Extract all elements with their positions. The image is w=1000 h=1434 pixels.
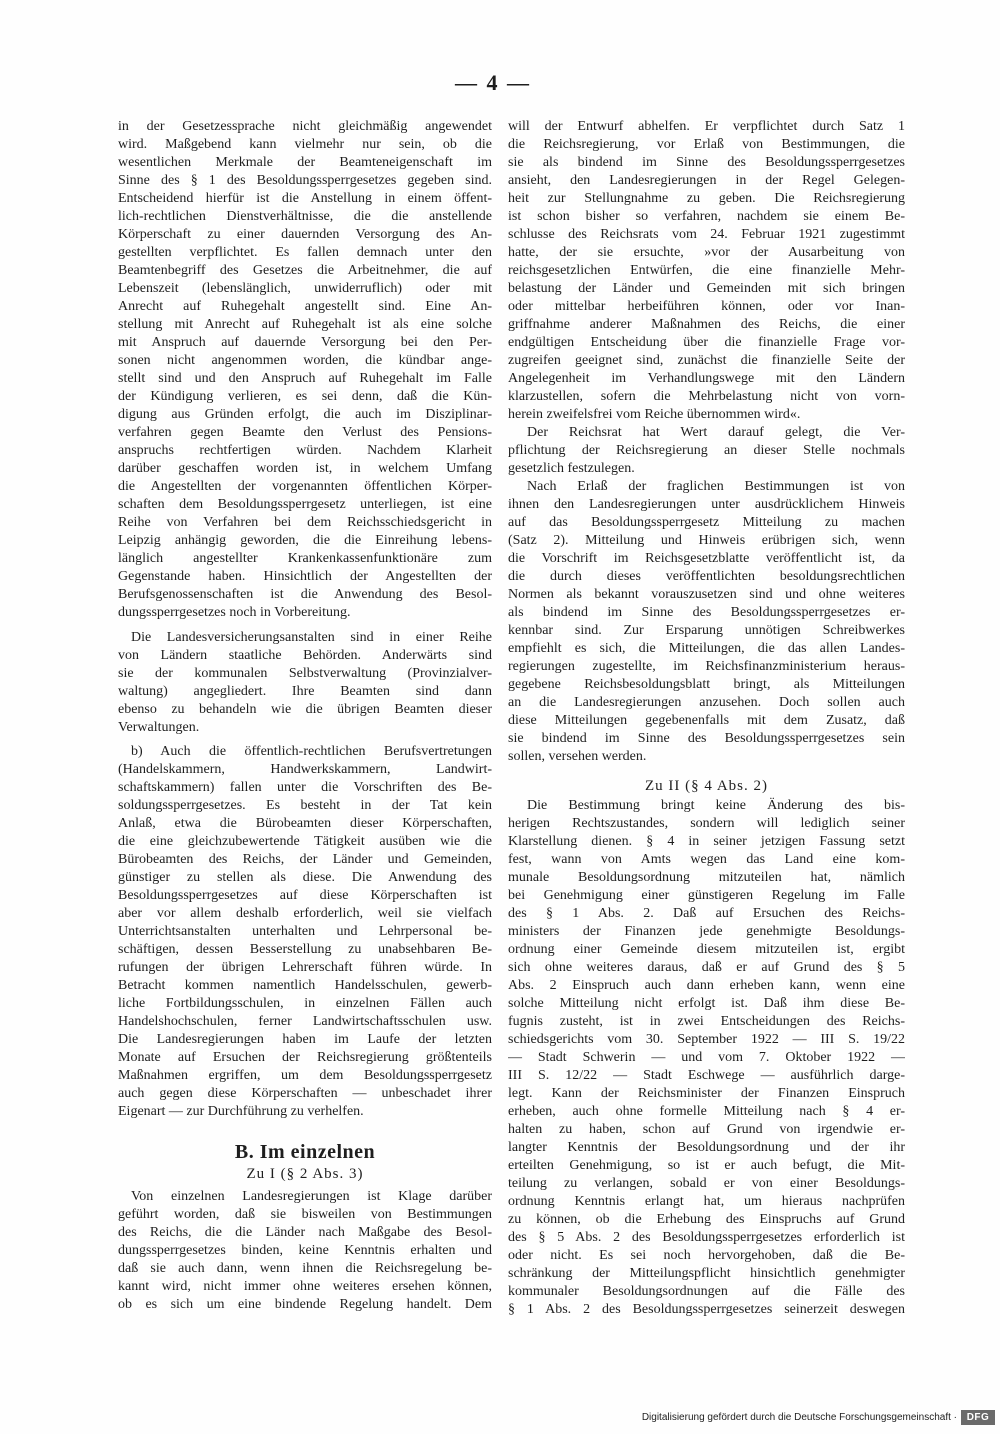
digitization-credit: Digitalisierung gefördert durch die Deutsche Forschungsgemeinschaft ·: [641, 1412, 957, 1423]
text-line: auf das Besoldungssperrgesetz Mitteilung zu machen: [508, 515, 905, 530]
text-line: als bindend im Sinne des Besoldungssperrgesetzes er-: [508, 605, 905, 620]
text-line: regierungen zugestellte, im Reichsfinanzministerium heraus-: [508, 659, 905, 674]
text-line: digung aus Gründen erfolgt, die auch im Disziplinar-: [118, 407, 492, 422]
text-line: Eigenart — zur Durchführung zu verhelfen.: [118, 1104, 364, 1119]
text-line: Der Reichsrat hat Wert darauf gelegt, die Ver-: [527, 425, 905, 440]
text-line: reichsgesetzlichen Entwürfen, die eine finanzielle Mehr-: [508, 263, 905, 278]
text-line: ordnung Kenntnis erlangt hat, um hieraus nachprüfen: [508, 1194, 905, 1209]
text-line: Monate auf Ersuchen der Reichsregierung größtenteils: [118, 1050, 492, 1065]
text-line: langter Kenntnis der Besoldungsordnung und der ihr: [508, 1140, 905, 1155]
text-line: Von einzelnen Landesregierungen ist Klage darüber: [131, 1189, 492, 1204]
text-line: stellung mit Anrecht auf Ruhegehalt ist als eine solche: [118, 317, 492, 332]
text-line: bei Genehmigung einer günstigeren Regelung im Falle: [508, 888, 905, 903]
text-line: sie als bindend im Sinne des Besoldungssperrgesetzes: [508, 155, 905, 170]
text-line: griffnahme anderer Maßnahmen des Reichs, die einer: [508, 317, 905, 332]
text-line: rufungen der übrigen Lehrerschaft führen würde. In: [118, 960, 492, 975]
text-line: lich-rechtlichen Dienstverhältnisse, die die anstellende: [118, 209, 492, 224]
text-line: Die Bestimmung bringt keine Änderung des bis-: [527, 798, 905, 813]
text-line: ordnung einer Gemeinde diesem mitzuteilen ist, ergibt: [508, 942, 905, 957]
text-line: ansieht, den Landesregierungen in der Regel Gelegen-: [508, 173, 905, 188]
text-line: ebenso zu behandeln wie die übrigen Beamten dieser: [118, 702, 492, 717]
text-line: an die Landesregierungen anzusehen. Doch sollen auch: [508, 695, 905, 710]
text-line: in der Gesetzessprache nicht gleichmäßig angewendet: [118, 119, 492, 134]
paragraph: [508, 797, 905, 1319]
text-line: des § 5 Abs. 2 des Besoldungssperrgesetzes erforderlich ist: [508, 1230, 905, 1245]
paragraph: [508, 424, 905, 478]
text-line: geführt worden, daß sie bisweilen von Bestimmungen: [118, 1207, 492, 1222]
dfg-logo: DFG: [961, 1410, 995, 1425]
left-column: [118, 118, 492, 1314]
text-line: zugreifen geeignet sind, zunächst die finanzielle Seite der: [508, 353, 905, 368]
text-line: pflichtung der Reichsregierung an dieser Stelle nochmals: [508, 443, 905, 458]
text-line: schaftskammern) fallen unter die Vorschriften des Be-: [118, 780, 492, 795]
text-line: Sinne des § 1 des Besoldungssperrgesetzes gegeben sind.: [118, 173, 492, 188]
text-line: (Handelskammern, Handwerkskammern, Landwirt-: [118, 762, 492, 777]
text-line: empfiehlt es sich, die Mitteilungen, die das allen Landes-: [508, 641, 905, 656]
subsection-heading: Zu I (§ 2 Abs. 3): [246, 1166, 364, 1182]
text-line: verfahren gegen Beamte den Verlust des Pensions-: [118, 425, 492, 440]
text-line: Anlaß, etwa die Bürobeamten dieser Körperschaften,: [118, 816, 492, 831]
text-line: gesetzlich festzulegen.: [508, 461, 635, 476]
right-column: [508, 118, 905, 1319]
text-line: darüber geschaffen worden ist, in welchem Umfang: [118, 461, 492, 476]
text-line: der Kündigung verlieren, es sei denn, daß die Kün-: [118, 389, 492, 404]
text-line: klarzustellen, sofern die Mehrbelastung nicht von vorn-: [508, 389, 905, 404]
text-line: hatte, der sie ersuchte, »vor der Ausarbeitung von: [508, 245, 905, 260]
text-line: des § 1 Abs. 2. Daß auf Ersuchen des Reichs-: [508, 906, 905, 921]
text-line: — Stadt Schwerin — und vom 7. Oktober 1922 —: [508, 1050, 905, 1065]
text-line: sie bindend im Sinne des Besoldungssperrgesetzes sein: [508, 731, 905, 746]
text-line: (Satz 2). Mitteilung und Hinweis erübrigen sich, wenn: [508, 533, 905, 548]
text-line: soldungssperrgesetzes. Es besteht in der Tat kein: [118, 798, 492, 813]
text-line: Abs. 2 Einspruch auch dann erheben kann, wenn eine: [508, 978, 905, 993]
text-line: oder mittelbar herbeiführen können, oder vor Inan-: [508, 299, 905, 314]
text-line: b) Auch die öffentlich-rechtlichen Berufsvertretungen: [131, 744, 492, 759]
text-line: gestellten verpflichtet. Es fallen demnach unter den: [118, 245, 492, 260]
text-line: Klarstellung dienen. § 4 in seiner jetzigen Fassung setzt: [508, 834, 905, 849]
text-line: Bürobeamten des Reichs, der Länder und Gemeinden,: [118, 852, 492, 867]
text-line: dungssperrgesetzes noch in Vorbereitung.: [118, 605, 351, 620]
text-line: munale Besoldungsordnung mitzuteilen hat, nämlich: [508, 870, 905, 885]
text-line: auch gegen diese Körperschaften — unbeschadet ihrer: [118, 1086, 492, 1101]
text-line: Angelegenheit im Verhandlungswege mit den Ländern: [508, 371, 905, 386]
text-line: die eine gleichzubewertende Tätigkeit ausüben wie die: [118, 834, 492, 849]
text-line: fest, wann von Amts wegen das Land eine kom-: [508, 852, 905, 867]
page-number: — 4 —: [455, 70, 531, 95]
text-line: des Reichs, die die Länder nach Maßgabe des Besol-: [118, 1225, 492, 1240]
text-line: fugnis zusteht, ist in zwei Entscheidungen des Reichs-: [508, 1014, 905, 1029]
text-line: III S. 12/22 — Stadt Eschwege — ausführlich darge-: [508, 1068, 905, 1083]
text-line: ministers der Finanzen jede genehmigte Besoldungs-: [508, 924, 905, 939]
text-line: legt. Kann der Reichsminister der Finanzen Einspruch: [508, 1086, 905, 1101]
text-line: Beamtenbegriff des Gesetzes die Arbeitnehmer, die auf: [118, 263, 492, 278]
text-line: diese Mitteilungen gegebenenfalls mit dem Zusatz, daß: [508, 713, 905, 728]
text-line: liche Fortbildungsschulen, in einzelnen Fällen auch: [118, 996, 492, 1011]
text-line: ob es sich um eine bindende Regelung handelt. Dem: [118, 1297, 492, 1312]
text-line: Besoldungssperrgesetzes auf diese Körperschaften ist: [118, 888, 492, 903]
text-line: Nach Erlaß der fraglichen Bestimmungen ist von: [527, 479, 905, 494]
text-line: ihnen den Landesregierungen unter ausdrücklichem Hinweis: [508, 497, 905, 512]
text-line: sonen nicht angenommen worden, die kündbar ange-: [118, 353, 492, 368]
text-line: schiedsgerichts vom 30. September 1922 — III S. 19/22: [508, 1032, 905, 1047]
text-line: teilung zu verlangen, sobald er von einer Besoldungs-: [508, 1176, 905, 1191]
text-line: schränkung der Mitteilungspflicht hinsichtlich genehmigter: [508, 1266, 905, 1281]
text-line: dungssperrgesetzes binden, keine Kenntnis erhalten und: [118, 1243, 492, 1258]
text-line: erheben, auch ohne formelle Mitteilung nach § 4 er-: [508, 1104, 905, 1119]
text-line: die durch dieses veröffentlichten besoldungsrechtlichen: [508, 569, 905, 584]
text-line: die Vorschrift im Reichsgesetzblatte veröffentlicht ist, da: [508, 551, 905, 566]
text-line: belastung der Länder und Gemeinden mit sich bringen: [508, 281, 905, 296]
text-line: sollen, versehen werden.: [508, 749, 647, 764]
text-line: sie der kommunalen Selbstverwaltung (Provinzialver-: [118, 666, 492, 681]
text-line: Unterrichtsanstalten unterhalten und Lehrpersonal be-: [118, 924, 492, 939]
text-line: Reihe von Verfahren bei dem Reichsschiedsgericht in: [118, 515, 492, 530]
text-line: die Angestellten der vorgenannten öffentlichen Körper-: [118, 479, 492, 494]
text-line: die Reichsregierung, vor Erlaß von Bestimmungen, die: [508, 137, 905, 152]
text-line: Verwaltungen.: [118, 720, 200, 735]
text-line: will der Entwurf abhelfen. Er verpflichtet durch Satz 1: [508, 119, 905, 134]
text-line: herigen Rechtszustandes, sondern will lediglich seiner: [508, 816, 905, 831]
text-line: § 1 Abs. 2 des Besoldungssperrgesetzes seinerzeit deswegen: [508, 1302, 905, 1317]
paragraph: [508, 118, 905, 424]
text-line: anspruchs rechtfertigen würden. Nachdem Klarheit: [118, 443, 492, 458]
text-line: länglich angestellter Krankenkassenfunktionäre zum: [118, 551, 492, 566]
text-line: sich ohne weiteres daraus, daß er auf Grund des § 5: [508, 960, 905, 975]
paragraph: [118, 743, 492, 1121]
text-line: aber vor allem deshalb erforderlich, weil sie vielfach: [118, 906, 492, 921]
text-line: von Ländern staatliche Behörden. Anderwärts sind: [118, 648, 492, 663]
text-line: ist schon bisher so verfahren, nachdem sie einem Be-: [508, 209, 905, 224]
text-line: wesentlichen Merkmale der Beamteneigenschaft im: [118, 155, 492, 170]
text-line: schäftigen, dessen Besserstellung zu unabsehbaren Be-: [118, 942, 492, 957]
text-line: erteilten Genehmigung, so ist er auch befugt, die Mit-: [508, 1158, 905, 1173]
text-line: solche Mitteilung nicht erfolgt ist. Daß ihm diese Be-: [508, 996, 905, 1011]
text-line: daß sie auch dann, wenn ihnen die Reichsregelung be-: [118, 1261, 492, 1276]
text-line: schaften dem Besoldungssperrgesetz unterliegen, ist eine: [118, 497, 492, 512]
text-line: endgültigen Entscheidung über die finanzielle Frage vor-: [508, 335, 905, 350]
text-line: Berufsgenossenschaften ist die Anwendung des Besol-: [118, 587, 492, 602]
paragraph: [118, 1188, 492, 1314]
text-line: halten zu haben, schon auf Grund von irgendwie er-: [508, 1122, 905, 1137]
text-line: oder nicht. Es sei noch hervorgehoben, daß die Be-: [508, 1248, 905, 1263]
text-line: kommunaler Besoldungsordnungen auf die Fälle des: [508, 1284, 905, 1299]
text-line: kennbar sind. Zur Ersparung unnötigen Schreibwerkes: [508, 623, 905, 638]
text-line: Die Landesversicherungsanstalten sind in einer Reihe: [131, 630, 492, 645]
paragraph: [118, 629, 492, 737]
text-line: herein zweifelsfrei vom Reiche übernommen wird«.: [508, 407, 801, 422]
text-line: Entscheidend hierfür ist die Anstellung in einem öffent-: [118, 191, 492, 206]
text-line: waltung) angegliedert. Ihre Beamten sind dann: [118, 684, 492, 699]
text-line: Betracht kommen namentlich Handelsschulen, gewerb-: [118, 978, 492, 993]
text-line: Maßnahmen ergriffen, um dem Besoldungssperrgesetz: [118, 1068, 492, 1083]
text-line: kannt wird, nicht immer ohne weiteres ersehen können,: [118, 1279, 492, 1294]
paragraph: [508, 478, 905, 766]
text-line: Normen als bekannt vorauszusetzen sind und ohne weiteres: [508, 587, 905, 602]
text-line: mit Anspruch auf dauernde Versorgung bei den Per-: [118, 335, 492, 350]
text-line: Gegenstande haben. Hinsichtlich der Angestellten der: [118, 569, 492, 584]
text-line: stellt sind und den Anspruch auf Ruhegehalt im Falle: [118, 371, 492, 386]
text-line: wird. Maßgebend kann vielmehr nur sein, ob die: [118, 137, 492, 152]
text-line: Körperschaft zu einer dauernden Versorgung des An-: [118, 227, 492, 242]
subsection-heading: Zu II (§ 4 Abs. 2): [645, 778, 768, 794]
text-line: zu können, ob die Erhebung des Einspruchs auf Grund: [508, 1212, 905, 1227]
paragraph: [118, 118, 492, 622]
text-line: heit zur Stellungnahme zu geben. Die Reichsregierung: [508, 191, 905, 206]
text-line: Leipzig anhängig geworden, die die Einreihung lebens-: [118, 533, 492, 548]
text-line: Anrecht auf Ruhegehalt angestellt sind. Eine An-: [118, 299, 492, 314]
text-line: Die Landesregierungen haben im Laufe der letzten: [118, 1032, 492, 1047]
text-line: gegebene Reichsbesoldungsblatt bringt, als Mitteilungen: [508, 677, 905, 692]
text-line: Lebenszeit (lebenslänglich, unwiderruflich) oder mit: [118, 281, 492, 296]
text-line: schlusse des Reichsrats vom 24. Februar 1921 zugestimmt: [508, 227, 905, 242]
text-line: günstiger zu stellen als diese. Die Anwendung des: [118, 870, 492, 885]
section-heading: B. Im einzelnen: [234, 1141, 376, 1163]
text-line: Handelshochschulen, ferner Landwirtschaftsschulen usw.: [118, 1014, 492, 1029]
